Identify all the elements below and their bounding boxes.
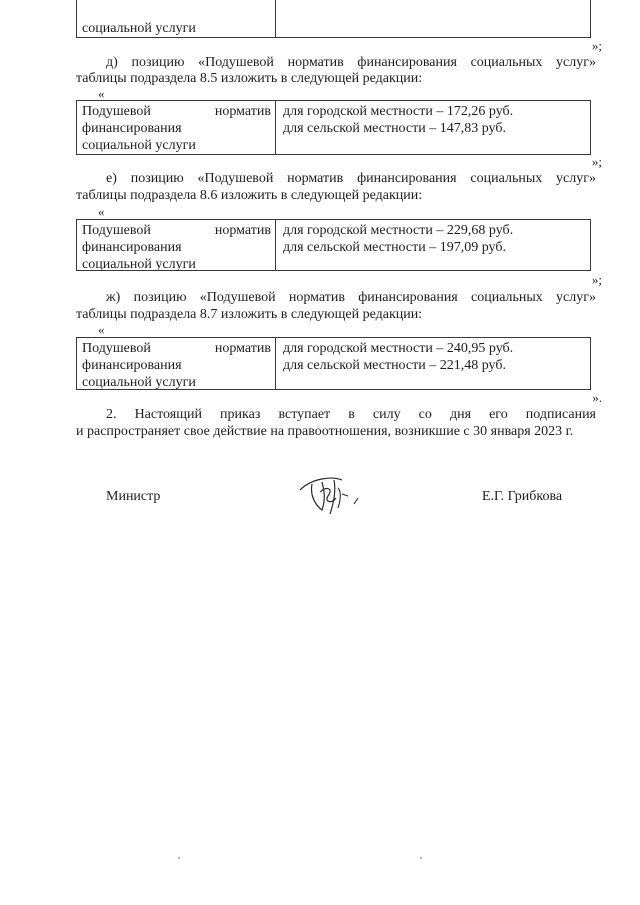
item-d-table-value-cell	[276, 101, 590, 154]
top-table-cell-empty	[276, 0, 590, 37]
handwritten-signature	[292, 468, 372, 518]
item-e-open-quote: «	[98, 204, 105, 219]
item-e-label-line2: финансирования	[82, 240, 182, 255]
item-zh-label-word1: Подушевой	[82, 341, 151, 356]
item-e-table	[76, 219, 591, 271]
item-e-urban-value: для городской местности – 229,68 руб.	[283, 223, 514, 238]
item-zh-label-line2: финансирования	[82, 358, 182, 373]
item-d-urban-value: для городской местности – 172,26 руб.	[283, 104, 514, 119]
item-e-table-value-cell	[276, 220, 590, 270]
item-d-intro-line2: таблицы подраздела 8.5 изложить в следующей редакции:	[76, 71, 423, 86]
item-zh-close-quote: ».	[592, 390, 602, 405]
closing-quote: »;	[591, 38, 602, 53]
scan-speck	[178, 857, 180, 859]
signatory-name: Е.Г. Грибкова	[482, 489, 563, 504]
item-e-rural-value: для сельской местности – 197,09 руб.	[283, 240, 506, 255]
top-table-cell-text: социальной услуги	[82, 21, 196, 36]
item-e-table-label-cell	[77, 220, 276, 270]
item-d-label-word2: норматив	[214, 104, 271, 119]
item-d-label-line3: социальной услуги	[82, 138, 196, 153]
item-d-label-line2: финансирования	[82, 121, 182, 136]
item-d-label-word1: Подушевой	[82, 104, 151, 119]
item-zh-table	[76, 337, 591, 390]
item-zh-intro-line1: ж) позицию «Подушевой норматив финансирования социальных услуг»	[106, 290, 596, 305]
item-zh-rural-value: для сельской местности – 221,48 руб.	[283, 358, 506, 373]
paragraph-2-line2: и распространяет свое действие на правоотношения, возникшие с 30 января 2023 г.	[76, 424, 574, 439]
item-e-label-line3: социальной услуги	[82, 257, 196, 272]
item-d-table	[76, 100, 591, 155]
item-e-intro-line2: таблицы подраздела 8.6 изложить в следующей редакции:	[76, 188, 423, 203]
top-table-fragment	[76, 0, 591, 38]
item-zh-table-value-cell	[276, 338, 590, 389]
item-d-close-quote: »;	[591, 154, 602, 169]
paragraph-2-line1: 2. Настоящий приказ вступает в силу со дня его подписания	[106, 407, 596, 422]
top-table-cell-label	[77, 0, 276, 37]
item-e-label-word2: норматив	[214, 223, 271, 238]
item-d-open-quote: «	[98, 86, 105, 101]
item-e-intro-line1: е) позицию «Подушевой норматив финансирования социальных услуг»	[106, 171, 596, 186]
scan-speck	[420, 857, 422, 859]
item-d-table-label-cell	[77, 101, 276, 154]
item-zh-label-line3: социальной услуги	[82, 375, 196, 390]
item-e-label-word1: Подушевой	[82, 223, 151, 238]
item-zh-urban-value: для городской местности – 240,95 руб.	[283, 341, 514, 356]
item-d-rural-value: для сельской местности – 147,83 руб.	[283, 121, 506, 136]
signatory-position: Министр	[106, 489, 161, 504]
item-zh-label-word2: норматив	[214, 341, 271, 356]
item-zh-table-label-cell	[77, 338, 276, 389]
item-e-close-quote: »;	[591, 272, 602, 287]
item-d-intro-line1: д) позицию «Подушевой норматив финансирования социальных услуг»	[106, 55, 596, 70]
item-zh-intro-line2: таблицы подраздела 8.7 изложить в следующей редакции:	[76, 307, 423, 322]
item-zh-open-quote: «	[98, 322, 105, 337]
